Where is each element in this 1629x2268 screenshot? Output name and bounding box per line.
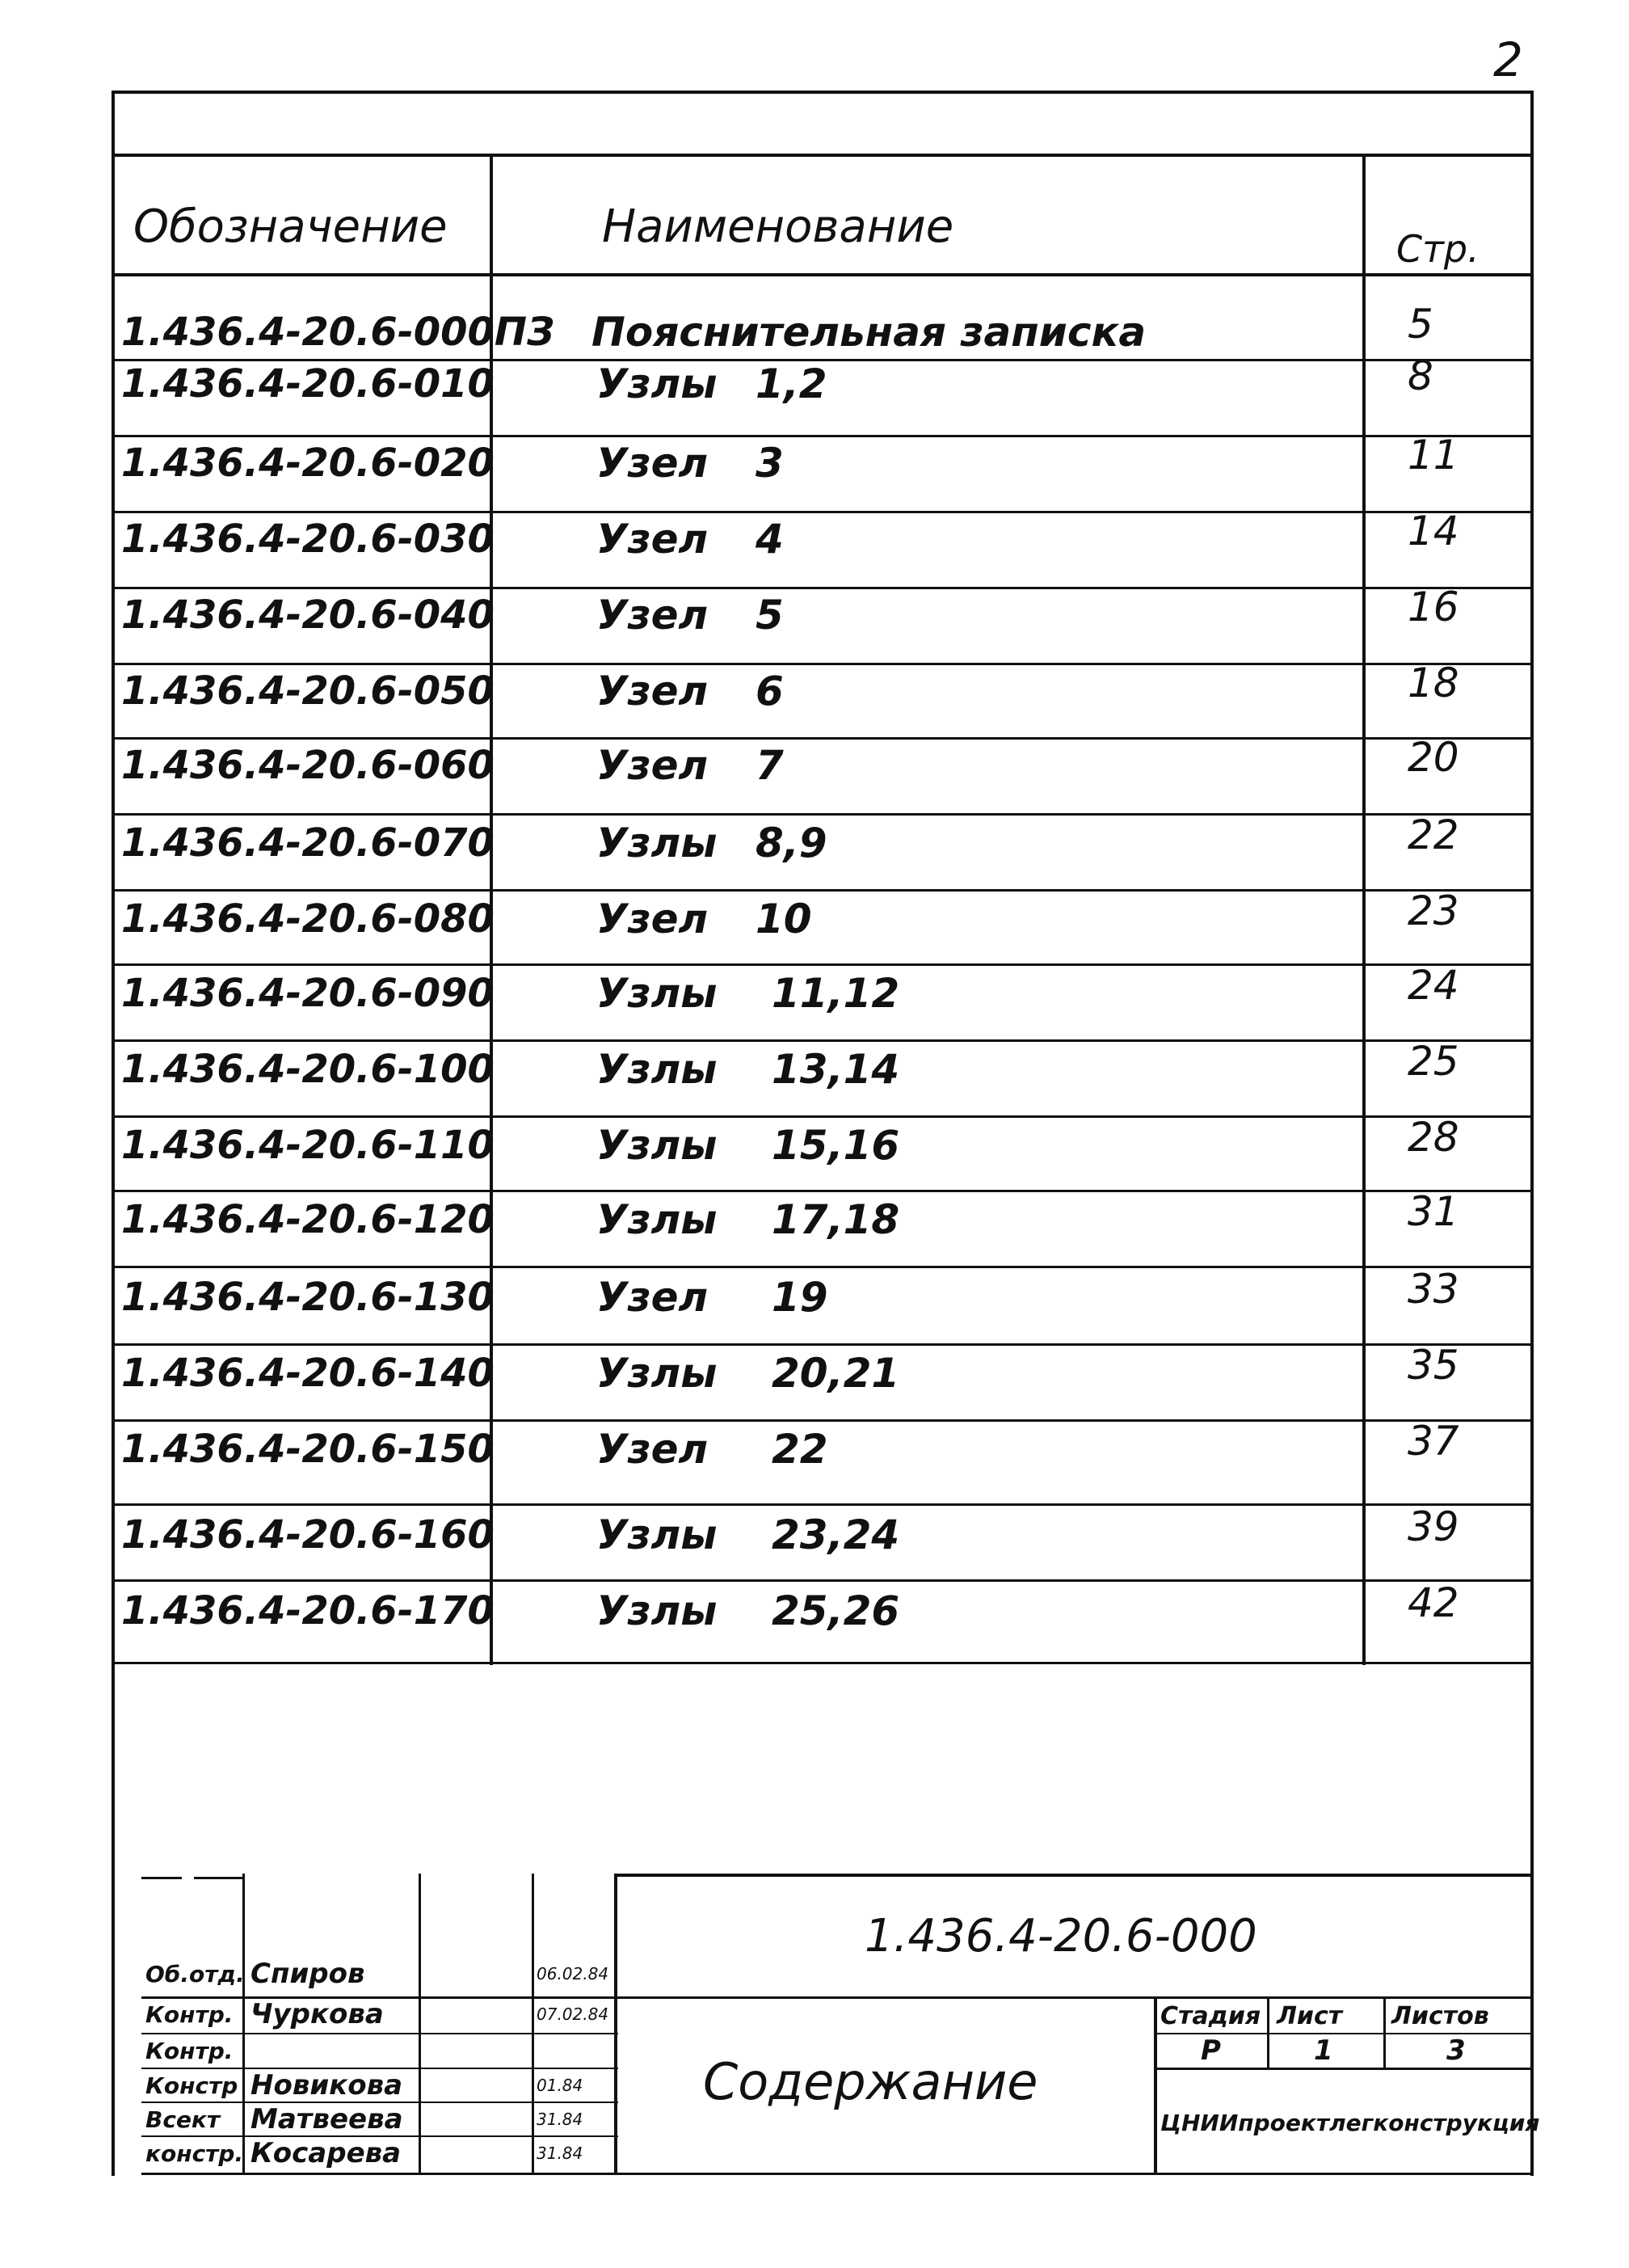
row-page: 31 [1408,1188,1459,1235]
row-designation: 1.436.4-20.6-140 [121,1351,495,1396]
row-name: Узел [596,592,709,639]
row-divider [112,1419,1534,1422]
stamp-vline-2 [419,1874,421,2174]
row-designation: 1.436.4-20.6-010 [121,361,495,407]
signature-role: констр. [145,2139,244,2167]
row-node-numbers: 8,9 [756,820,827,866]
row-designation: 1.436.4-20.6-150 [121,1427,495,1472]
row-divider [112,813,1534,816]
stage-value: Р [1201,2034,1221,2067]
row-name: Узел [596,896,709,942]
row-node-numbers: 22 [772,1426,828,1473]
frame-top-divider [112,154,1534,157]
row-page: 22 [1408,812,1459,858]
row-page: 14 [1408,508,1459,554]
stage-label: Стадия [1160,2001,1261,2030]
signature-role: Об.отд. [145,1960,245,1988]
row-name: Узлы [596,1046,718,1093]
signature-surname: Косарева [250,2137,402,2169]
row-designation: 1.436.4-20.6-030 [121,516,495,562]
row-page: 28 [1408,1114,1459,1161]
row-name: Узлы [596,820,718,866]
row-name: Узел [596,1274,709,1321]
document-title: Содержание [703,2051,1038,2111]
row-node-numbers: 20,21 [772,1350,900,1397]
row-designation: 1.436.4-20.6-160 [121,1512,495,1558]
row-page: 20 [1408,734,1459,781]
row-node-numbers: 4 [756,516,784,563]
row-node-numbers: 19 [772,1274,828,1321]
row-designation: 1.436.4-20.6-000ПЗ [121,310,555,355]
row-divider [112,889,1534,892]
signature-role: Контр. [145,2000,234,2028]
signature-surname: Чуркова [250,1998,384,2030]
row-node-numbers: 7 [756,742,784,789]
signature-surname: Спиров [250,1958,365,1990]
row-node-numbers: 13,14 [772,1046,900,1093]
row-name: Узлы [596,970,718,1017]
sheets-label: Листов [1391,2001,1489,2030]
signature-date: 31.84 [537,2144,583,2163]
column-divider-2 [1362,154,1366,1665]
row-page: 37 [1408,1418,1459,1465]
row-name: Узел [596,668,709,715]
stamp-bottom-line [141,2173,1534,2175]
signature-date: 01.84 [537,2076,583,2095]
signature-role: Контр. [145,2037,234,2064]
row-designation: 1.436.4-20.6-020 [121,441,495,486]
header-designation: Обозначение [133,200,448,253]
row-name: Узлы [596,1350,718,1397]
row-name: Узлы [596,1587,718,1634]
header-page: Стр. [1396,227,1480,271]
row-divider [112,1579,1534,1582]
row-designation: 1.436.4-20.6-090 [121,971,495,1016]
row-page: 42 [1408,1579,1459,1626]
row-name: Узлы [596,1196,718,1243]
sheets-value: 3 [1446,2034,1466,2067]
signature-date: 06.02.84 [537,1964,609,1983]
row-designation: 1.436.4-20.6-130 [121,1275,495,1320]
row-name: Узлы [596,1511,718,1558]
stamp-tick-left-2 [194,1877,242,1879]
signature-date: 31.84 [537,2110,583,2129]
row-node-numbers: 11,12 [772,970,900,1017]
row-divider [112,1662,1534,1664]
row-name: Узел [596,742,709,789]
row-page: 18 [1408,660,1459,706]
row-page: 24 [1408,962,1459,1009]
stamp-hline-values [1154,2068,1534,2070]
row-node-numbers: 5 [756,592,784,639]
row-page: 33 [1408,1266,1459,1313]
row-node-numbers: 3 [756,440,784,487]
row-designation: 1.436.4-20.6-070 [121,820,495,866]
organization-name: ЦНИИпроектлегконструкция [1160,2109,1540,2136]
row-name: Пояснительная записка [591,309,1147,356]
signature-date: 07.02.84 [537,2005,609,2024]
signature-surname: Матвеева [250,2103,403,2135]
row-page: 39 [1408,1503,1459,1550]
row-name: Узел [596,440,709,487]
row-divider [112,1039,1534,1042]
sheet-value: 1 [1314,2034,1333,2067]
row-page: 11 [1408,432,1459,478]
stamp-top-line [614,1874,1534,1877]
row-designation: 1.436.4-20.6-100 [121,1047,495,1092]
stamp-tick-left [141,1877,182,1879]
row-node-numbers: 25,26 [772,1587,900,1634]
row-node-numbers: 1,2 [756,360,827,407]
row-node-numbers: 10 [756,896,812,942]
row-page: 23 [1408,887,1459,934]
row-name: Узел [596,1426,709,1473]
header-divider [112,273,1534,276]
sheet-label: Лист [1277,2001,1343,2030]
row-designation: 1.436.4-20.6-060 [121,743,495,788]
row-designation: 1.436.4-20.6-110 [121,1123,495,1168]
row-divider [112,1266,1534,1268]
row-name: Узел [596,516,709,563]
stamp-vline-3 [532,1874,534,2174]
row-name: Узлы [596,1122,718,1169]
signature-role: Констр [145,2072,238,2099]
document-code: 1.436.4-20.6-000 [865,1909,1257,1962]
header-name: Наименование [602,200,954,253]
signature-surname: Новикова [250,2069,403,2101]
row-page: 5 [1408,301,1433,348]
stamp-vline-right [1154,1996,1157,2174]
sheet-corner-number: 2 [1493,32,1523,87]
row-divider [112,1115,1534,1118]
row-node-numbers: 17,18 [772,1196,900,1243]
row-node-numbers: 23,24 [772,1511,900,1558]
row-page: 35 [1408,1342,1459,1389]
row-page: 16 [1408,584,1459,630]
row-node-numbers: 15,16 [772,1122,900,1169]
row-name: Узлы [596,360,718,407]
row-page: 8 [1408,352,1433,399]
row-divider [112,1503,1534,1506]
row-divider [112,963,1534,966]
signature-role: Всект [145,2106,221,2133]
row-designation: 1.436.4-20.6-050 [121,668,495,714]
row-designation: 1.436.4-20.6-120 [121,1197,495,1242]
stamp-vline-1 [242,1874,245,2174]
row-divider [112,1343,1534,1346]
row-divider [112,1190,1534,1192]
row-page: 25 [1408,1038,1459,1085]
stamp-vline-4 [614,1874,617,2174]
row-designation: 1.436.4-20.6-040 [121,592,495,638]
row-node-numbers: 6 [756,668,784,715]
row-designation: 1.436.4-20.6-170 [121,1588,495,1634]
row-designation: 1.436.4-20.6-080 [121,896,495,942]
